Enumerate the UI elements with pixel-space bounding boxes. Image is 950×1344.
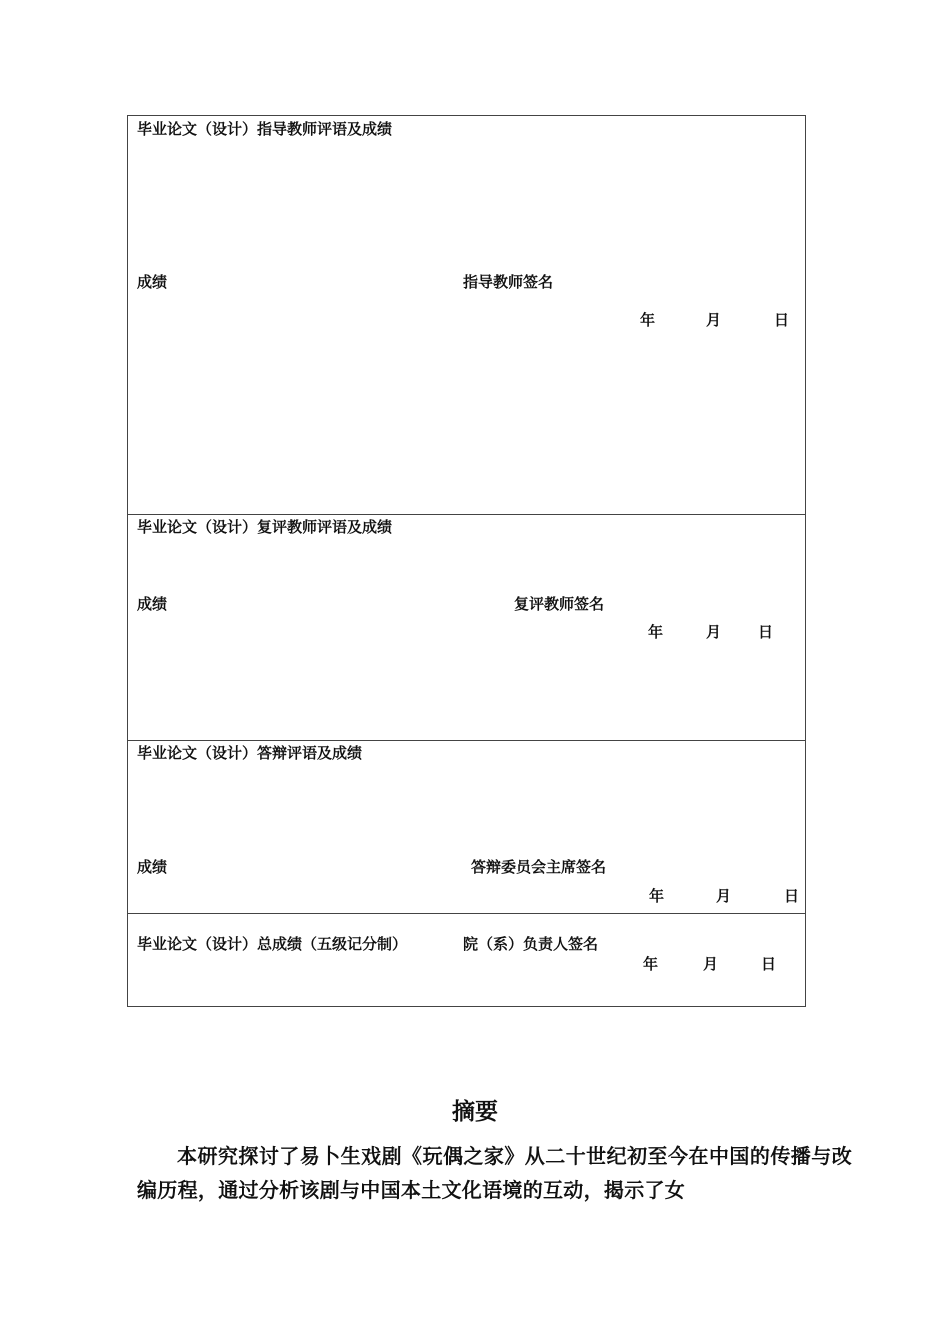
defense-date-year: 年 <box>649 887 665 905</box>
reviewer-date-month: 月 <box>706 623 722 641</box>
evaluation-form <box>127 115 806 1007</box>
advisor-signature-label: 指导教师签名 <box>463 273 554 291</box>
reviewer-grade-label: 成绩 <box>137 595 168 613</box>
advisor-section-title: 毕业论文（设计）指导教师评语及成绩 <box>137 120 393 138</box>
reviewer-signature-label: 复评教师签名 <box>514 595 605 613</box>
abstract-heading: 摘要 <box>452 1099 498 1125</box>
reviewer-date-year: 年 <box>648 623 664 641</box>
advisor-date-year: 年 <box>640 311 656 329</box>
defense-grade-label: 成绩 <box>137 858 168 876</box>
advisor-grade-label: 成绩 <box>137 273 168 291</box>
total-date-month: 月 <box>703 955 719 973</box>
defense-section-title: 毕业论文（设计）答辩评语及成绩 <box>137 744 363 762</box>
abstract-text: 本研究探讨了易卜生戏剧《玩偶之家》从二十世纪初至今在中国的传播与改编历程，通过分析该剧与中国本土文化语境的互动，揭示了女 <box>137 1144 852 1202</box>
total-date-year: 年 <box>643 955 659 973</box>
total-section-title: 毕业论文（设计）总成绩（五级记分制） <box>137 935 408 953</box>
reviewer-date-day: 日 <box>758 623 774 641</box>
reviewer-section <box>128 514 805 740</box>
total-section <box>128 913 805 1008</box>
defense-date-day: 日 <box>784 887 800 905</box>
advisor-date-month: 月 <box>706 311 722 329</box>
reviewer-section-title: 毕业论文（设计）复评教师评语及成绩 <box>137 518 393 536</box>
defense-section <box>128 740 805 913</box>
advisor-date-day: 日 <box>774 311 790 329</box>
total-signature-label: 院（系）负责人签名 <box>463 935 599 953</box>
advisor-section <box>128 116 805 514</box>
defense-date-month: 月 <box>716 887 732 905</box>
defense-signature-label: 答辩委员会主席签名 <box>471 858 607 876</box>
total-date-day: 日 <box>761 955 777 973</box>
